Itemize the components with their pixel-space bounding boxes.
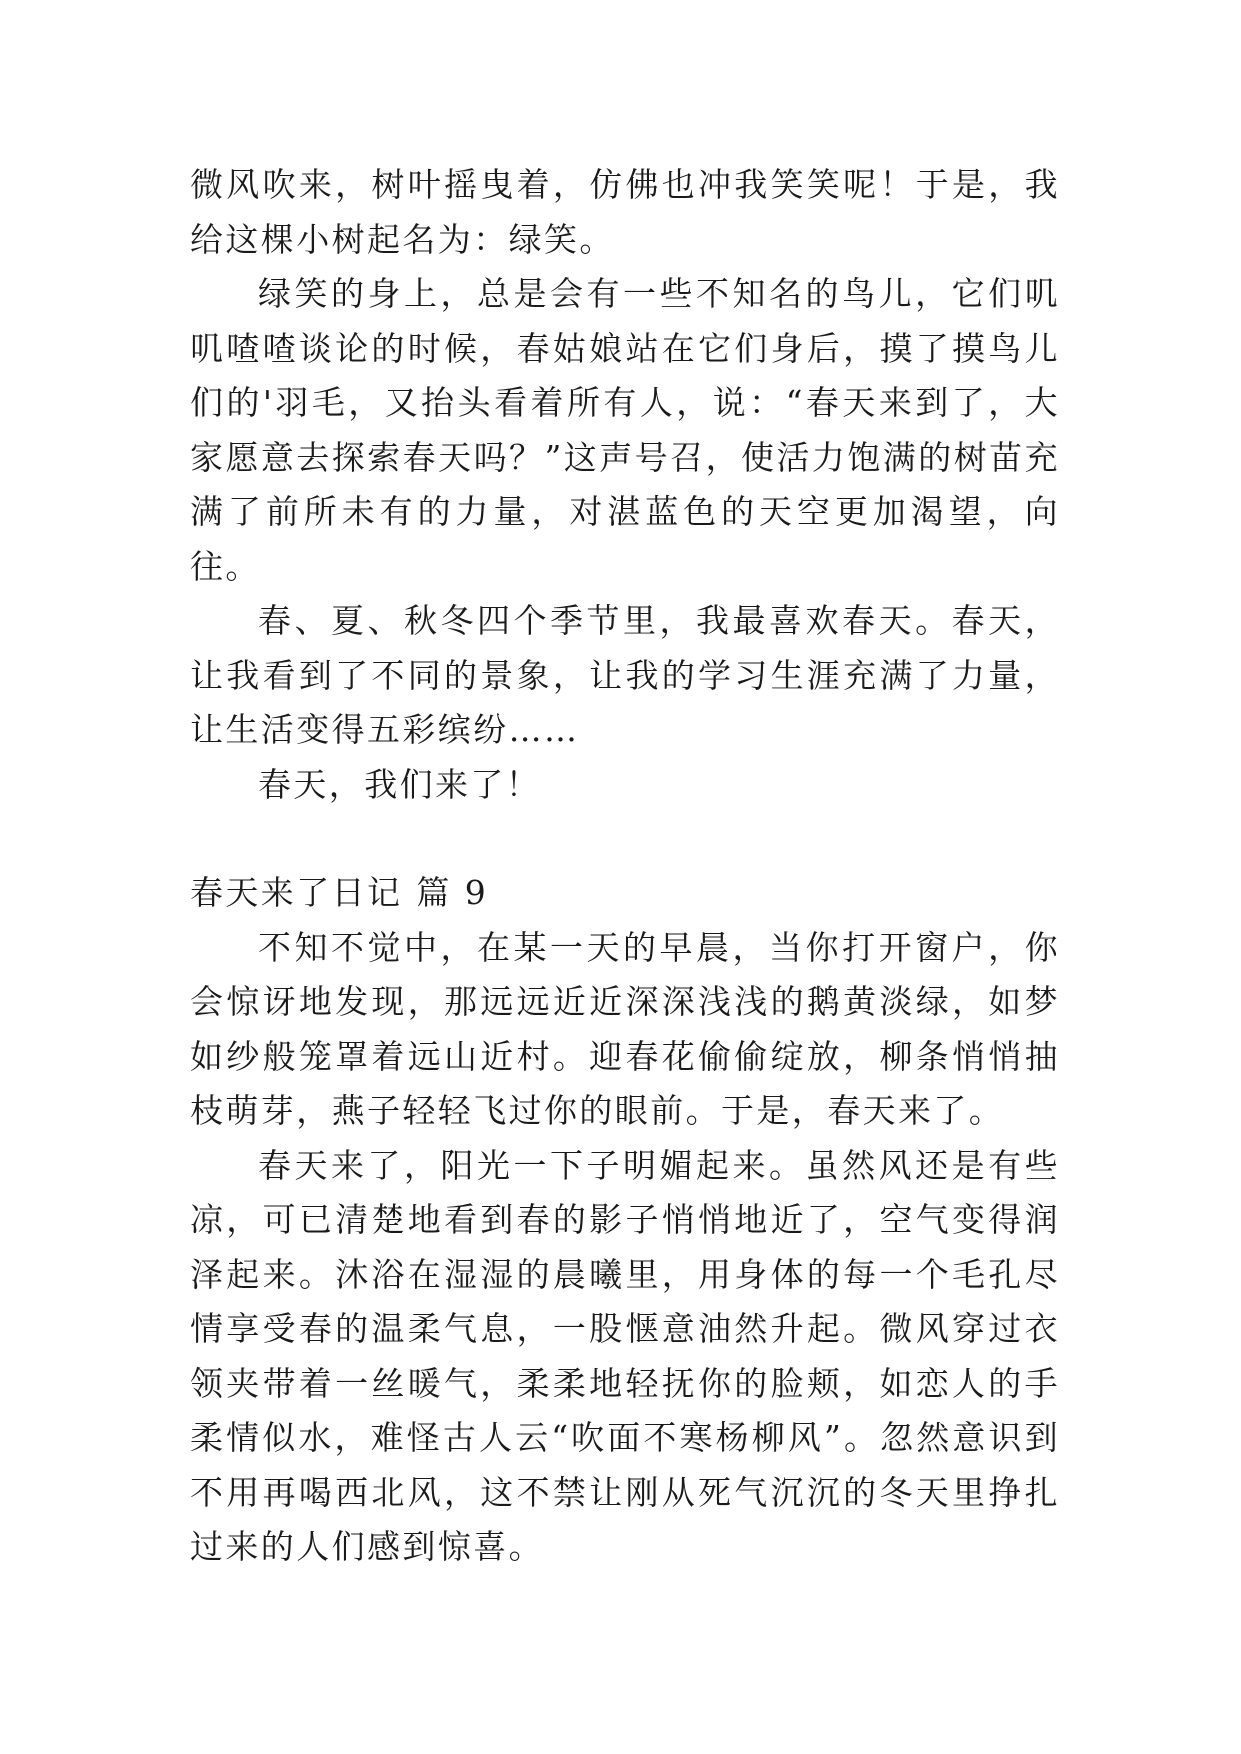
paragraph: 春天来了，阳光一下子明媚起来。虽然风还是有些凉，可已清楚地看到春的影子悄悄地近了，空气变得润泽起来。沐浴在湿湿的晨曦里，用身体的每一个毛孔尽情享受春的温柔气息，一股惬意油然升起。微风穿过衣领夹带着一丝暖气，柔柔地轻抚你的脸颊，如恋人的手柔情似水，难怪古人云“吹面不寒杨柳风”。忽然意识到不用再喝西北风，这不禁让刚从死气沉沉的冬天里挣扎过来的人们感到惊喜。 <box>190 1145 1060 1566</box>
paragraph: 不知不觉中，在某一天的早晨，当你打开窗户，你会惊讶地发现，那远远近近深深浅浅的鹅黄淡绿，如梦如纱般笼罩着远山近村。迎春花偷偷绽放，柳条悄悄抽枝萌芽，燕子轻轻飞过你的眼前。于是，春天来了。 <box>190 927 1060 1130</box>
section-heading <box>190 866 1060 921</box>
paragraph: 春、夏、秋冬四个季节里，我最喜欢春天。春天，让我看到了不同的景象，让我的学习生涯充满了力量，让生活变得五彩缤纷…… <box>190 601 1060 749</box>
paragraph: 春天，我们来了！ <box>258 764 542 804</box>
section-heading-label: 篇 9 <box>416 873 489 912</box>
document-body <box>190 158 1060 1575</box>
section-heading-title: 春天来了日记 <box>190 873 403 912</box>
paragraph: 微风吹来，树叶摇曳着，仿佛也冲我笑笑呢！于是，我给这棵小树起名为：绿笑。 <box>190 165 1060 259</box>
paragraph: 绿笑的身上，总是会有一些不知名的鸟儿，它们叽叽喳喳谈论的时候，春姑娘站在它们身后，摸了摸鸟儿们的'羽毛，又抬头看着所有人，说：“春天来到了，大家愿意去探索春天吗？”这声号召，使活力饱满的树苗充满了前所未有的力量，对湛蓝色的天空更加渴望，向往。 <box>190 274 1060 586</box>
